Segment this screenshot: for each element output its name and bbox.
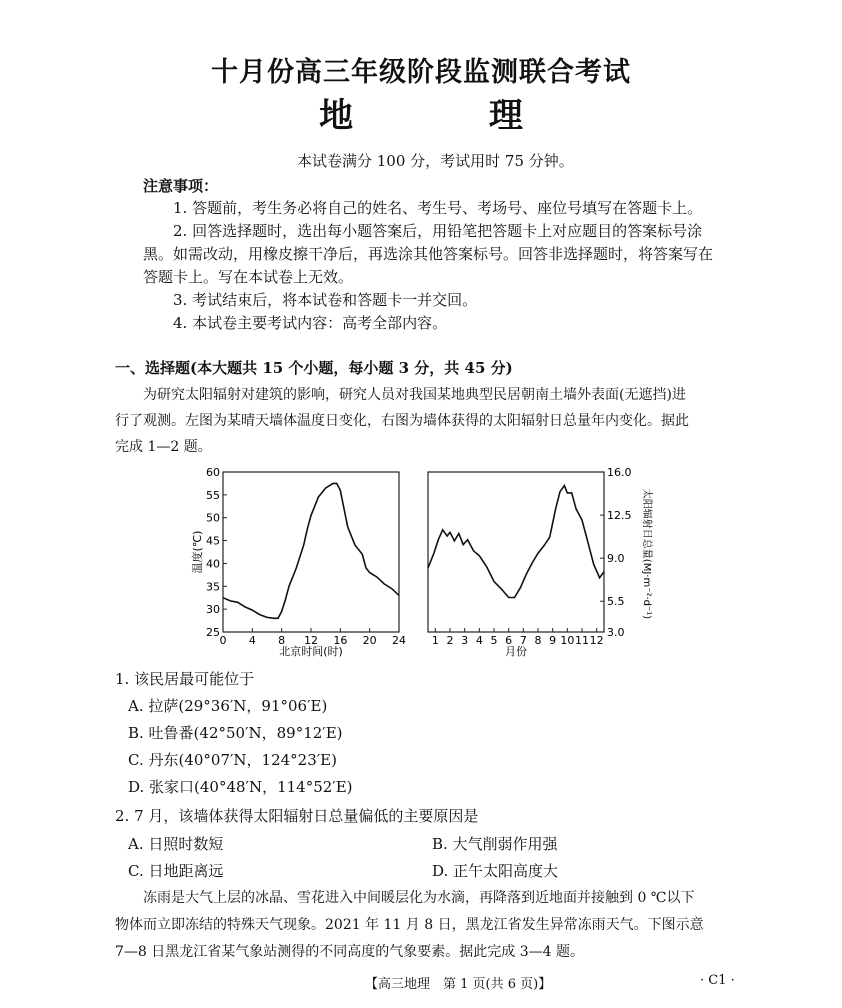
y-tick-label: 55 (206, 488, 220, 502)
x-tick-label: 20 (362, 634, 377, 647)
option-b: B. 大气削弱作用强 (432, 835, 558, 853)
notice-line: 3. 考试结束后，将本试卷和答题卡一并交回。 (173, 291, 478, 309)
y-tick-label: 12.5 (607, 509, 632, 523)
x-tick-label: 2 (446, 634, 454, 647)
y-tick-label: 40 (206, 557, 220, 571)
question-stem: 1. 该民居最可能位于 (115, 670, 255, 688)
y-tick-label: 16.0 (607, 466, 632, 479)
notice-line: 1. 答题前，考生务必将自己的姓名、考生号、考场号、座位号填写在答题卡上。 (173, 199, 703, 217)
passage-line: 7—8 日黑龙江省某气象站测得的不同高度的气象要素。据此完成 3—4 题。 (115, 944, 584, 960)
y-axis-label: 温度(℃) (191, 530, 204, 574)
section-heading: 一、选择题(本大题共 15 个小题，每小题 3 分，共 45 分) (115, 359, 513, 377)
passage-line: 冻雨是大气上层的冰晶、雪花进入中间暖层化为水滴，再降落到近地面并接触到 0 ℃以下 (143, 890, 695, 906)
y-tick-label: 50 (206, 511, 220, 525)
page-code: · C1 · (700, 973, 735, 988)
passage-line: 行了观测。左图为某晴天墙体温度日变化，右图为墙体获得的太阳辐射日总量年内变化。据此 (115, 413, 689, 429)
x-tick-label: 0 (219, 634, 227, 647)
question-stem: 2. 7 月，该墙体获得太阳辐射日总量偏低的主要原因是 (115, 807, 479, 825)
y-axis-label: 太阳辐射日总量(MJ·m⁻²·d⁻¹) (641, 488, 652, 620)
temperature-chart (190, 462, 415, 662)
x-tick-label: 1 (431, 634, 439, 647)
x-tick-label: 12 (589, 634, 604, 647)
x-axis-label: 月份 (505, 645, 527, 658)
x-tick-label: 6 (505, 634, 513, 647)
temperature-series-line (223, 483, 399, 618)
x-tick-label: 11 (575, 634, 589, 647)
page-footer: 【高三地理 第 1 页(共 6 页)】 (365, 977, 552, 992)
passage-line: 物体而立即冻结的特殊天气现象。2021 年 11 月 8 日，黑龙江省发生异常冻雨天气。下图示意 (115, 917, 704, 933)
option-a: A. 拉萨(29°36′N，91°06′E) (128, 697, 328, 715)
passage-line: 完成 1—2 题。 (115, 439, 212, 455)
y-tick-label: 3.0 (607, 626, 625, 639)
y-tick-label: 30 (206, 603, 220, 617)
option-d: D. 张家口(40°48′N，114°52′E) (128, 778, 353, 796)
plot-frame (428, 472, 604, 632)
x-tick-label: 4 (248, 634, 256, 647)
option-c: C. 日地距离远 (128, 862, 224, 880)
x-tick-label: 7 (519, 634, 527, 647)
subject-title: 地 理 (319, 96, 585, 136)
notice-line: 黑。如需改动，用橡皮擦干净后，再选涂其他答案标号。回答非选择题时，将答案写在 (143, 245, 714, 263)
notice-line: 4. 本试卷主要考试内容：高考全部内容。 (173, 314, 448, 332)
notice-line: 答题卡上。写在本试卷上无效。 (143, 268, 354, 286)
y-tick-label: 45 (206, 534, 220, 548)
x-tick-label: 3 (461, 634, 469, 647)
notice-line: 2. 回答选择题时，选出每小题答案后，用铅笔把答题卡上对应题目的答案标号涂 (173, 222, 703, 240)
y-tick-label: 9.0 (607, 552, 625, 566)
exam-title: 十月份高三年级阶段监测联合考试 (211, 57, 631, 88)
y-tick-label: 60 (206, 466, 220, 479)
x-tick-label: 5 (490, 634, 498, 647)
x-tick-label: 4 (475, 634, 483, 647)
y-tick-label: 25 (206, 626, 220, 639)
x-tick-label: 8 (534, 634, 542, 647)
radiation-series-line (428, 486, 604, 598)
option-d: D. 正午太阳高度大 (432, 862, 559, 880)
passage-line: 为研究太阳辐射对建筑的影响，研究人员对我国某地典型民居朝南土墙外表面(无遮挡)进 (143, 387, 686, 403)
notice-heading: 注意事项： (143, 177, 219, 195)
option-c: C. 丹东(40°07′N，124°23′E) (128, 751, 337, 769)
y-tick-label: 35 (206, 580, 220, 594)
y-tick-label: 5.5 (607, 595, 625, 609)
radiation-chart (418, 462, 663, 662)
exam-intro: 本试卷满分 100 分，考试用时 75 分钟。 (297, 152, 574, 170)
x-tick-label: 10 (560, 634, 575, 647)
x-tick-label: 12 (304, 634, 318, 647)
x-tick-label: 9 (549, 634, 557, 647)
option-a: A. 日照时数短 (128, 835, 224, 853)
x-tick-label: 24 (392, 634, 406, 647)
option-b: B. 吐鲁番(42°50′N，89°12′E) (128, 724, 343, 742)
x-tick-label: 8 (278, 634, 286, 647)
x-axis-label: 北京时间(时) (279, 645, 343, 658)
x-tick-label: 16 (333, 634, 348, 647)
